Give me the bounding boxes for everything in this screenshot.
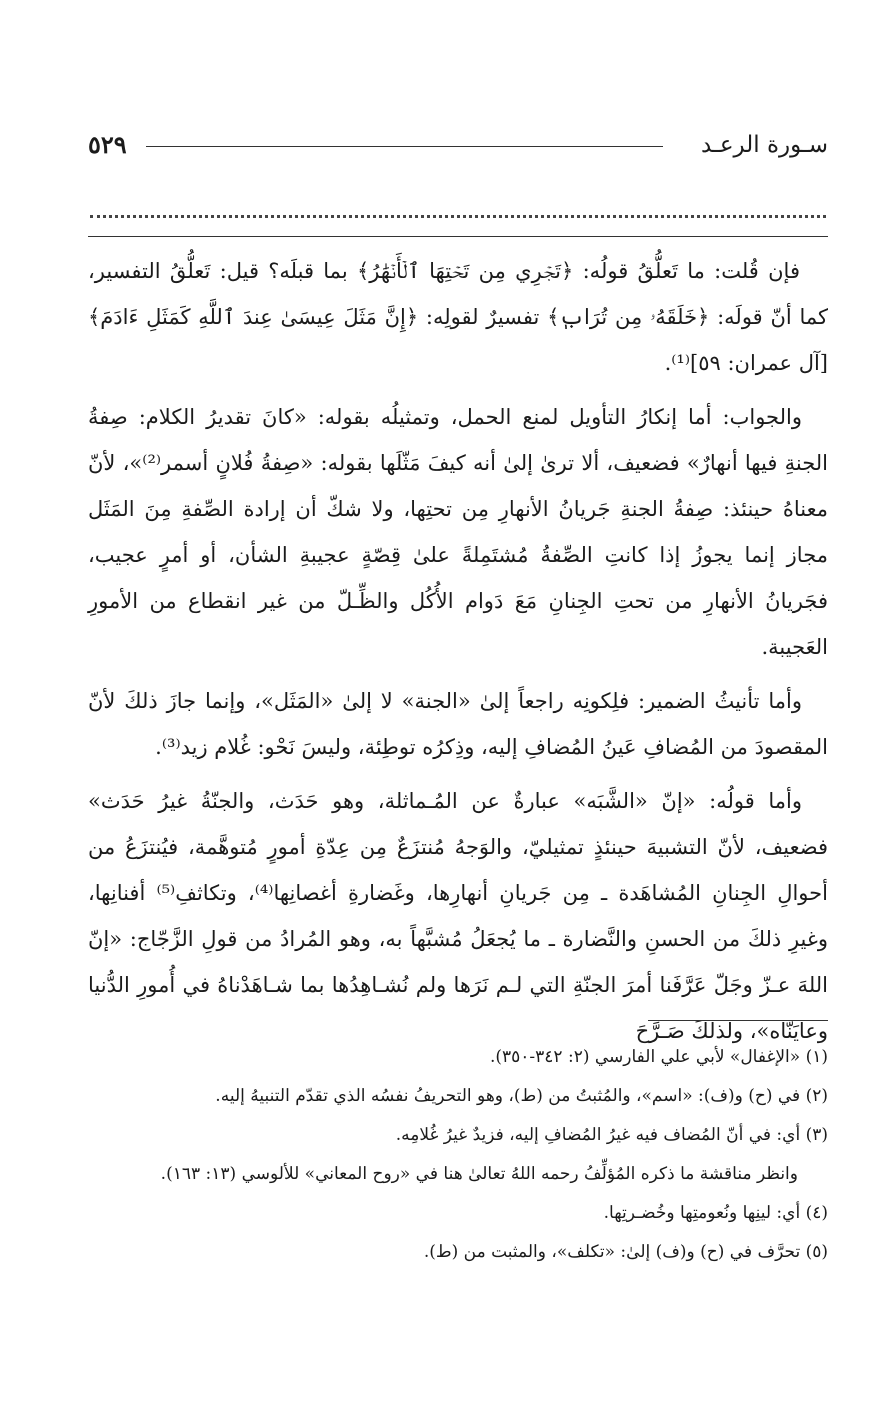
footnote-rule — [648, 1020, 828, 1021]
page-number: ٥٢٩ — [88, 130, 127, 159]
footnote: وانظر مناقشة ما ذكره المُؤلِّفُ رحمه اللهُ تعالىٰ هنا في «روح المعاني» للألوسي (١٣: ١٦٣). — [160, 1164, 798, 1184]
footnote: (٥) تحرَّف في (ح) و(ف) إلىٰ: «تكلف»، والمثبت من (ط). — [423, 1242, 828, 1262]
paragraph: والجواب: أما إنكارُ التأويل لمنع الحمل، وتمثيلُه بقوله: «كانَ تقديرُ الكلام: صِفةُ الجنةِ فيها أنهارٌ» فضعيف، ألا ترىٰ إلىٰ أنه كيفَ مَثّلَها بقوله: «صِفةُ فُلانٍ أسمر⁽²⁾»، لأنّ معناهُ حينئذ: صِفةُ الجنةِ جَريانُ الأنهارِ مِن تحتِها، ولا شكّ أن إرادة الصِّفةِ مِنَ المَثَل مجاز إنما يجوزُ إذا كانتِ الصِّفةُ مُشتَمِلةً علىٰ قِصّةٍ عجيبةِ الشأن، أو أمرٍ عجيب، فجَريانُ الأنهارِ من تحتِ الجِنانِ مَعَ دَوام الأُكُل والظِّـلّ من غير انقطاع من الأمورِ العَجيبة. — [88, 405, 829, 659]
paragraph: وأما تأنيثُ الضمير: فلِكونِه راجعاً إلىٰ «الجنة» لا إلىٰ «المَثَل»، وإنما جازَ ذلكَ لأنّ المقصودَ من المُضافِ عَينُ المُضافِ إليه، وذِكرُه توطِئة، وليسَ نَحْو: غُلام زيد⁽³⁾. — [88, 689, 828, 759]
top-rule — [88, 236, 828, 237]
footnotes — [88, 1038, 828, 1272]
page-header — [88, 128, 828, 162]
footnote: (٣) أي: في أنّ المُضاف فيه غيرُ المُضافِ إليه، فزيدٌ غيرُ غُلامِه. — [395, 1125, 828, 1145]
footnote: (١) «الإغفال» لأبي علي الفارسي (٢: ٣٤٢-٣٥٠). — [489, 1047, 828, 1067]
header-rule — [146, 146, 663, 147]
main-text — [88, 248, 828, 1062]
footnote: (٢) في (ح) و(ف): «اسم»، والمُثبتُ من (ط)، وهو التحريفُ نفسُه الذي تقدّم التنبيهُ إليه. — [215, 1086, 828, 1106]
paragraph: فإن قُلت: ما تَعلُّقُ قولُه: ﴿تَجۡرِي مِن تَحۡتِهَا ٱلۡأَنۡهَٰرُ﴾ بما قبلَه؟ قيل: تَعلُّقُ التفسير، كما أنّ قولَه: ﴿خَلَقَهُۥ مِن تُرَابٖ﴾ تفسيرٌ لقولِه: ﴿إِنَّ مَثَلَ عِيسَىٰ عِندَ ٱللَّهِ كَمَثَلِ ءَادَمَ﴾ [آل عمران: ٥٩]⁽¹⁾. — [88, 259, 828, 375]
running-head-surah-name: سـورة الرعـد — [701, 132, 828, 158]
paragraph: وأما قولُه: «إنّ «الشَّبَه» عبارةٌ عن المُـماثلة، وهو حَدَث، والجنّةُ غيرُ حَدَث» فضعيف، لأنّ التشبيهَ حينئذٍ تمثيليّ، والوَجهُ مُنتزَعٌ مِن عِدّةِ أمورٍ مُتوهَّمة، فيُنتزَعُ من أحوالِ الجِنانِ المُشاهَدة ـ مِن جَريانِ أنهارِها، وغَضارةِ أغصانِها⁽⁴⁾، وتكاثفِ⁽⁵⁾ أفنانِها، وغيرِ ذلكَ من الحسنِ والنَّضارة ـ ما يُجعَلُ مُشبَّهاً به، وهو المُرادُ من قولِ الزَّجّاج: «إنّ اللهَ عـزّ وجَلّ عَرَّفَنا أمرَ الجنّةِ التي لـم نَرَها ولم نُشـاهِدُها بما شـاهَدْناهُ في أُمورِ الدُّنيا وعايَنّاه»، ولذلكَ صَـرَّحَ — [88, 789, 828, 1043]
footnote: (٤) أي: لينِها ونُعومتِها وخُضـرتِها. — [603, 1203, 828, 1223]
dotted-separator — [90, 198, 826, 218]
